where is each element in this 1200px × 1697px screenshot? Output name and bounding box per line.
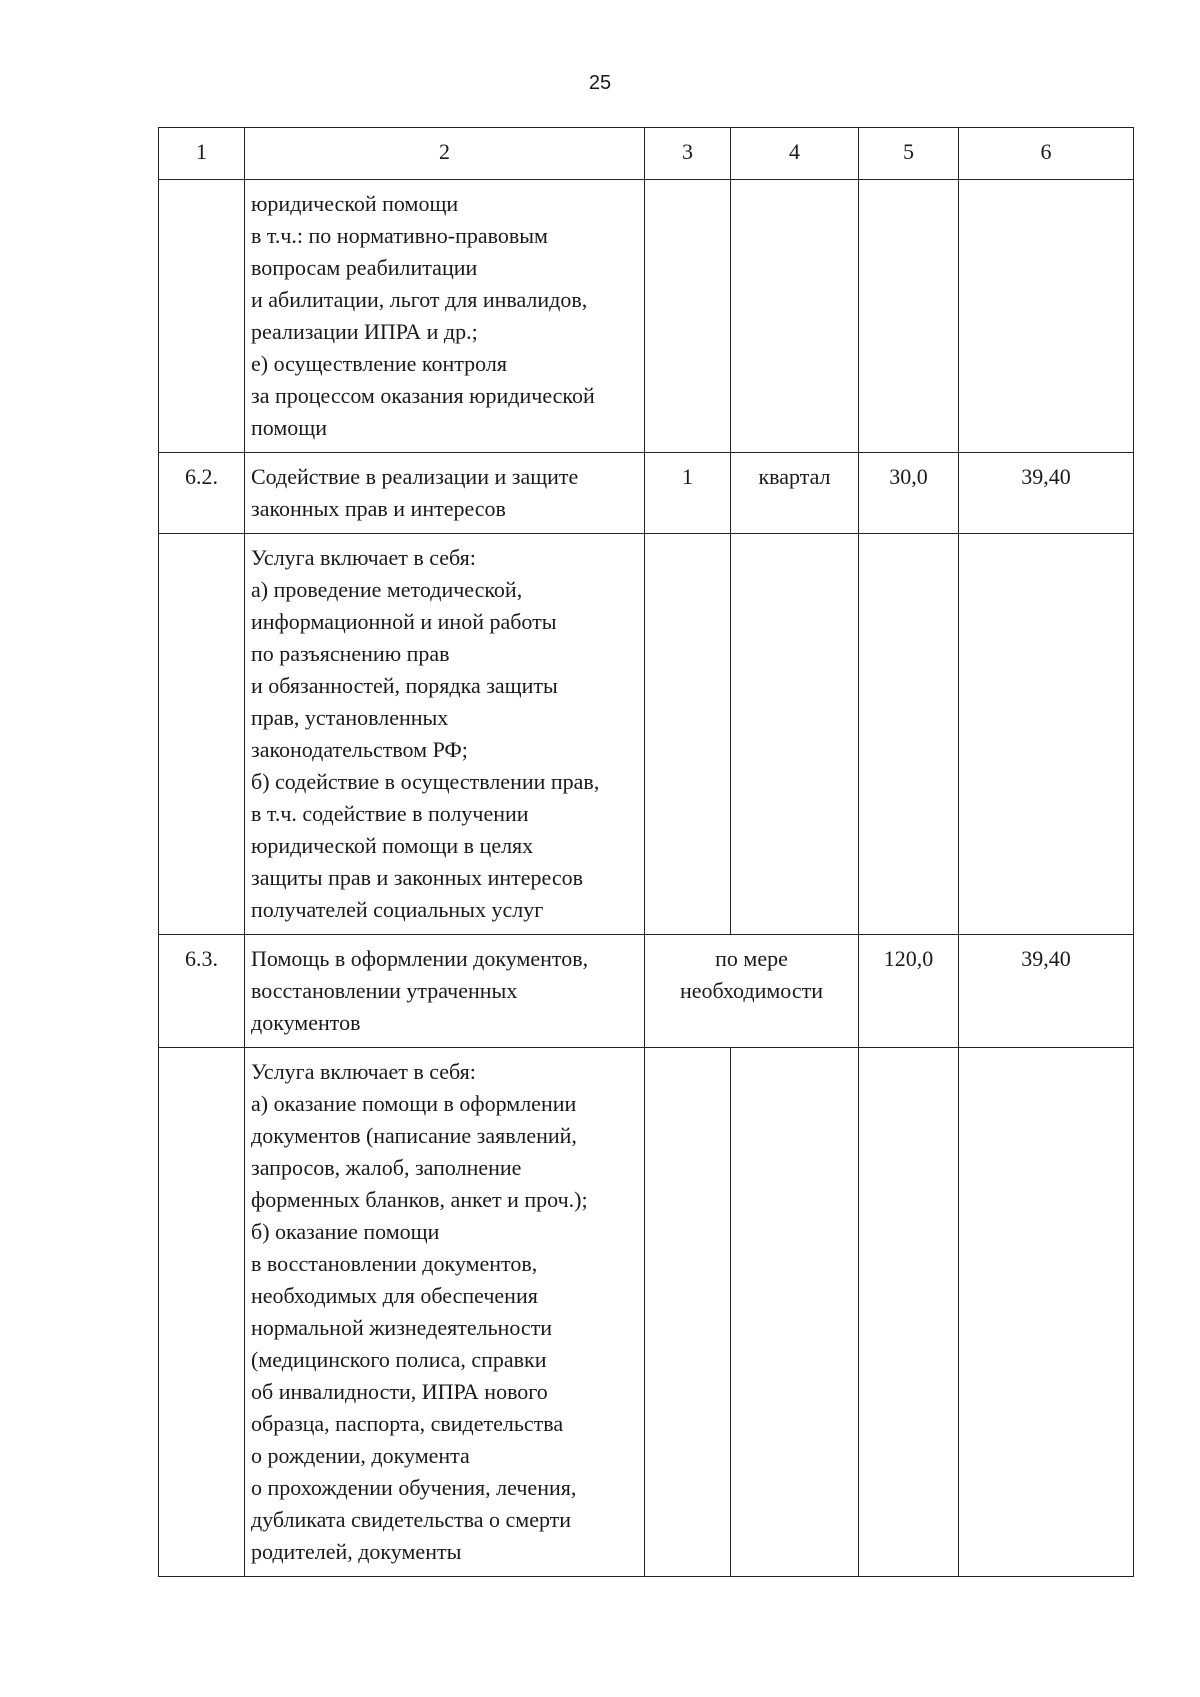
text-line: дубликата свидетельства о смерти [251,1507,572,1532]
text-line: и обязанностей, порядка защиты [251,673,558,698]
page-number: 25 [588,72,612,94]
time-norm-cell [859,1048,959,1577]
text-line: б) оказание помощи [251,1219,440,1244]
text-line: необходимых для обеспечения [251,1283,538,1308]
header-cell: 6 [959,128,1134,180]
text-line: о прохождении обучения, лечения, [251,1475,577,1500]
service-description [245,534,645,935]
text-line: документов (написание заявлений, [251,1123,577,1148]
header-row [159,128,1134,180]
text-line: родителей, документы [251,1539,462,1564]
services-table [158,127,1134,1577]
price-cell: 39,40 [959,453,1134,534]
time-norm-cell [859,534,959,935]
quantity-cell [645,1048,731,1577]
frequency-cell [645,935,859,1048]
text-line: вопросам реабилитации [251,255,478,280]
text-line: а) проведение методической, [251,577,523,602]
text-line: восстановлении утраченных [251,978,518,1003]
text-line: необходимости [679,978,823,1003]
text-line: нормальной жизнедеятельности [251,1315,553,1340]
period-cell [731,534,859,935]
text-line: в восстановлении документов, [251,1251,538,1276]
period-cell [731,180,859,453]
table-row [159,935,1134,1048]
time-norm-cell: 120,0 [859,935,959,1048]
service-title [245,453,645,534]
table-row [159,453,1134,534]
text-line: юридической помощи [251,191,459,216]
header-cell: 5 [859,128,959,180]
header-cell: 4 [731,128,859,180]
table-row [159,180,1134,453]
time-norm-cell [859,180,959,453]
row-number [159,534,245,935]
header-cell: 3 [645,128,731,180]
row-number [159,180,245,453]
period-cell: квартал [731,453,859,534]
price-cell: 39,40 [959,935,1134,1048]
service-description [245,180,645,453]
text-line: форменных бланков, анкет и проч.); [251,1187,588,1212]
price-cell [959,180,1134,453]
text-line: об инвалидности, ИПРА нового [251,1379,548,1404]
text-line: реализации ИПРА и др.; [251,319,478,344]
text-line: Услуга включает в себя: [251,1059,476,1084]
service-description [245,1048,645,1577]
table-row [159,534,1134,935]
text-line: документов [251,1010,361,1035]
text-line: образца, паспорта, свидетельства [251,1411,564,1436]
header-cell: 2 [245,128,645,180]
text-line: защиты прав и законных интересов [251,865,584,890]
text-line: Услуга включает в себя: [251,545,476,570]
header-cell: 1 [159,128,245,180]
service-title [245,935,645,1048]
row-number [159,1048,245,1577]
quantity-cell [645,180,731,453]
table-row [159,1048,1134,1577]
price-cell [959,534,1134,935]
row-number: 6.3. [159,935,245,1048]
quantity-cell [645,534,731,935]
text-line: в т.ч.: по нормативно-правовым [251,223,548,248]
text-line: по мере [715,946,788,971]
text-line: за процессом оказания юридической [251,383,595,408]
text-line: законодательством РФ; [251,737,468,762]
text-line: б) содействие в осуществлении прав, [251,769,600,794]
quantity-cell: 1 [645,453,731,534]
period-cell [731,1048,859,1577]
price-cell [959,1048,1134,1577]
text-line: (медицинского полиса, справки [251,1347,547,1372]
text-line: помощи [251,415,327,440]
text-line: прав, установленных [251,705,449,730]
text-line: и абилитации, льгот для инвалидов, [251,287,588,312]
text-line: в т.ч. содействие в получении [251,801,529,826]
time-norm-cell: 30,0 [859,453,959,534]
text-line: законных прав и интересов [251,496,506,521]
text-line: а) оказание помощи в оформлении [251,1091,577,1116]
text-line: е) осуществление контроля [251,351,507,376]
text-line: о рождении, документа [251,1443,470,1468]
text-line: юридической помощи в целях [251,833,534,858]
text-line: запросов, жалоб, заполнение [251,1155,522,1180]
text-line: по разъяснению прав [251,641,450,666]
row-number: 6.2. [159,453,245,534]
text-line: получателей социальных услуг [251,897,544,922]
text-line: информационной и иной работы [251,609,557,634]
text-line: Помощь в оформлении документов, [251,946,589,971]
text-line: Содействие в реализации и защите [251,464,579,489]
